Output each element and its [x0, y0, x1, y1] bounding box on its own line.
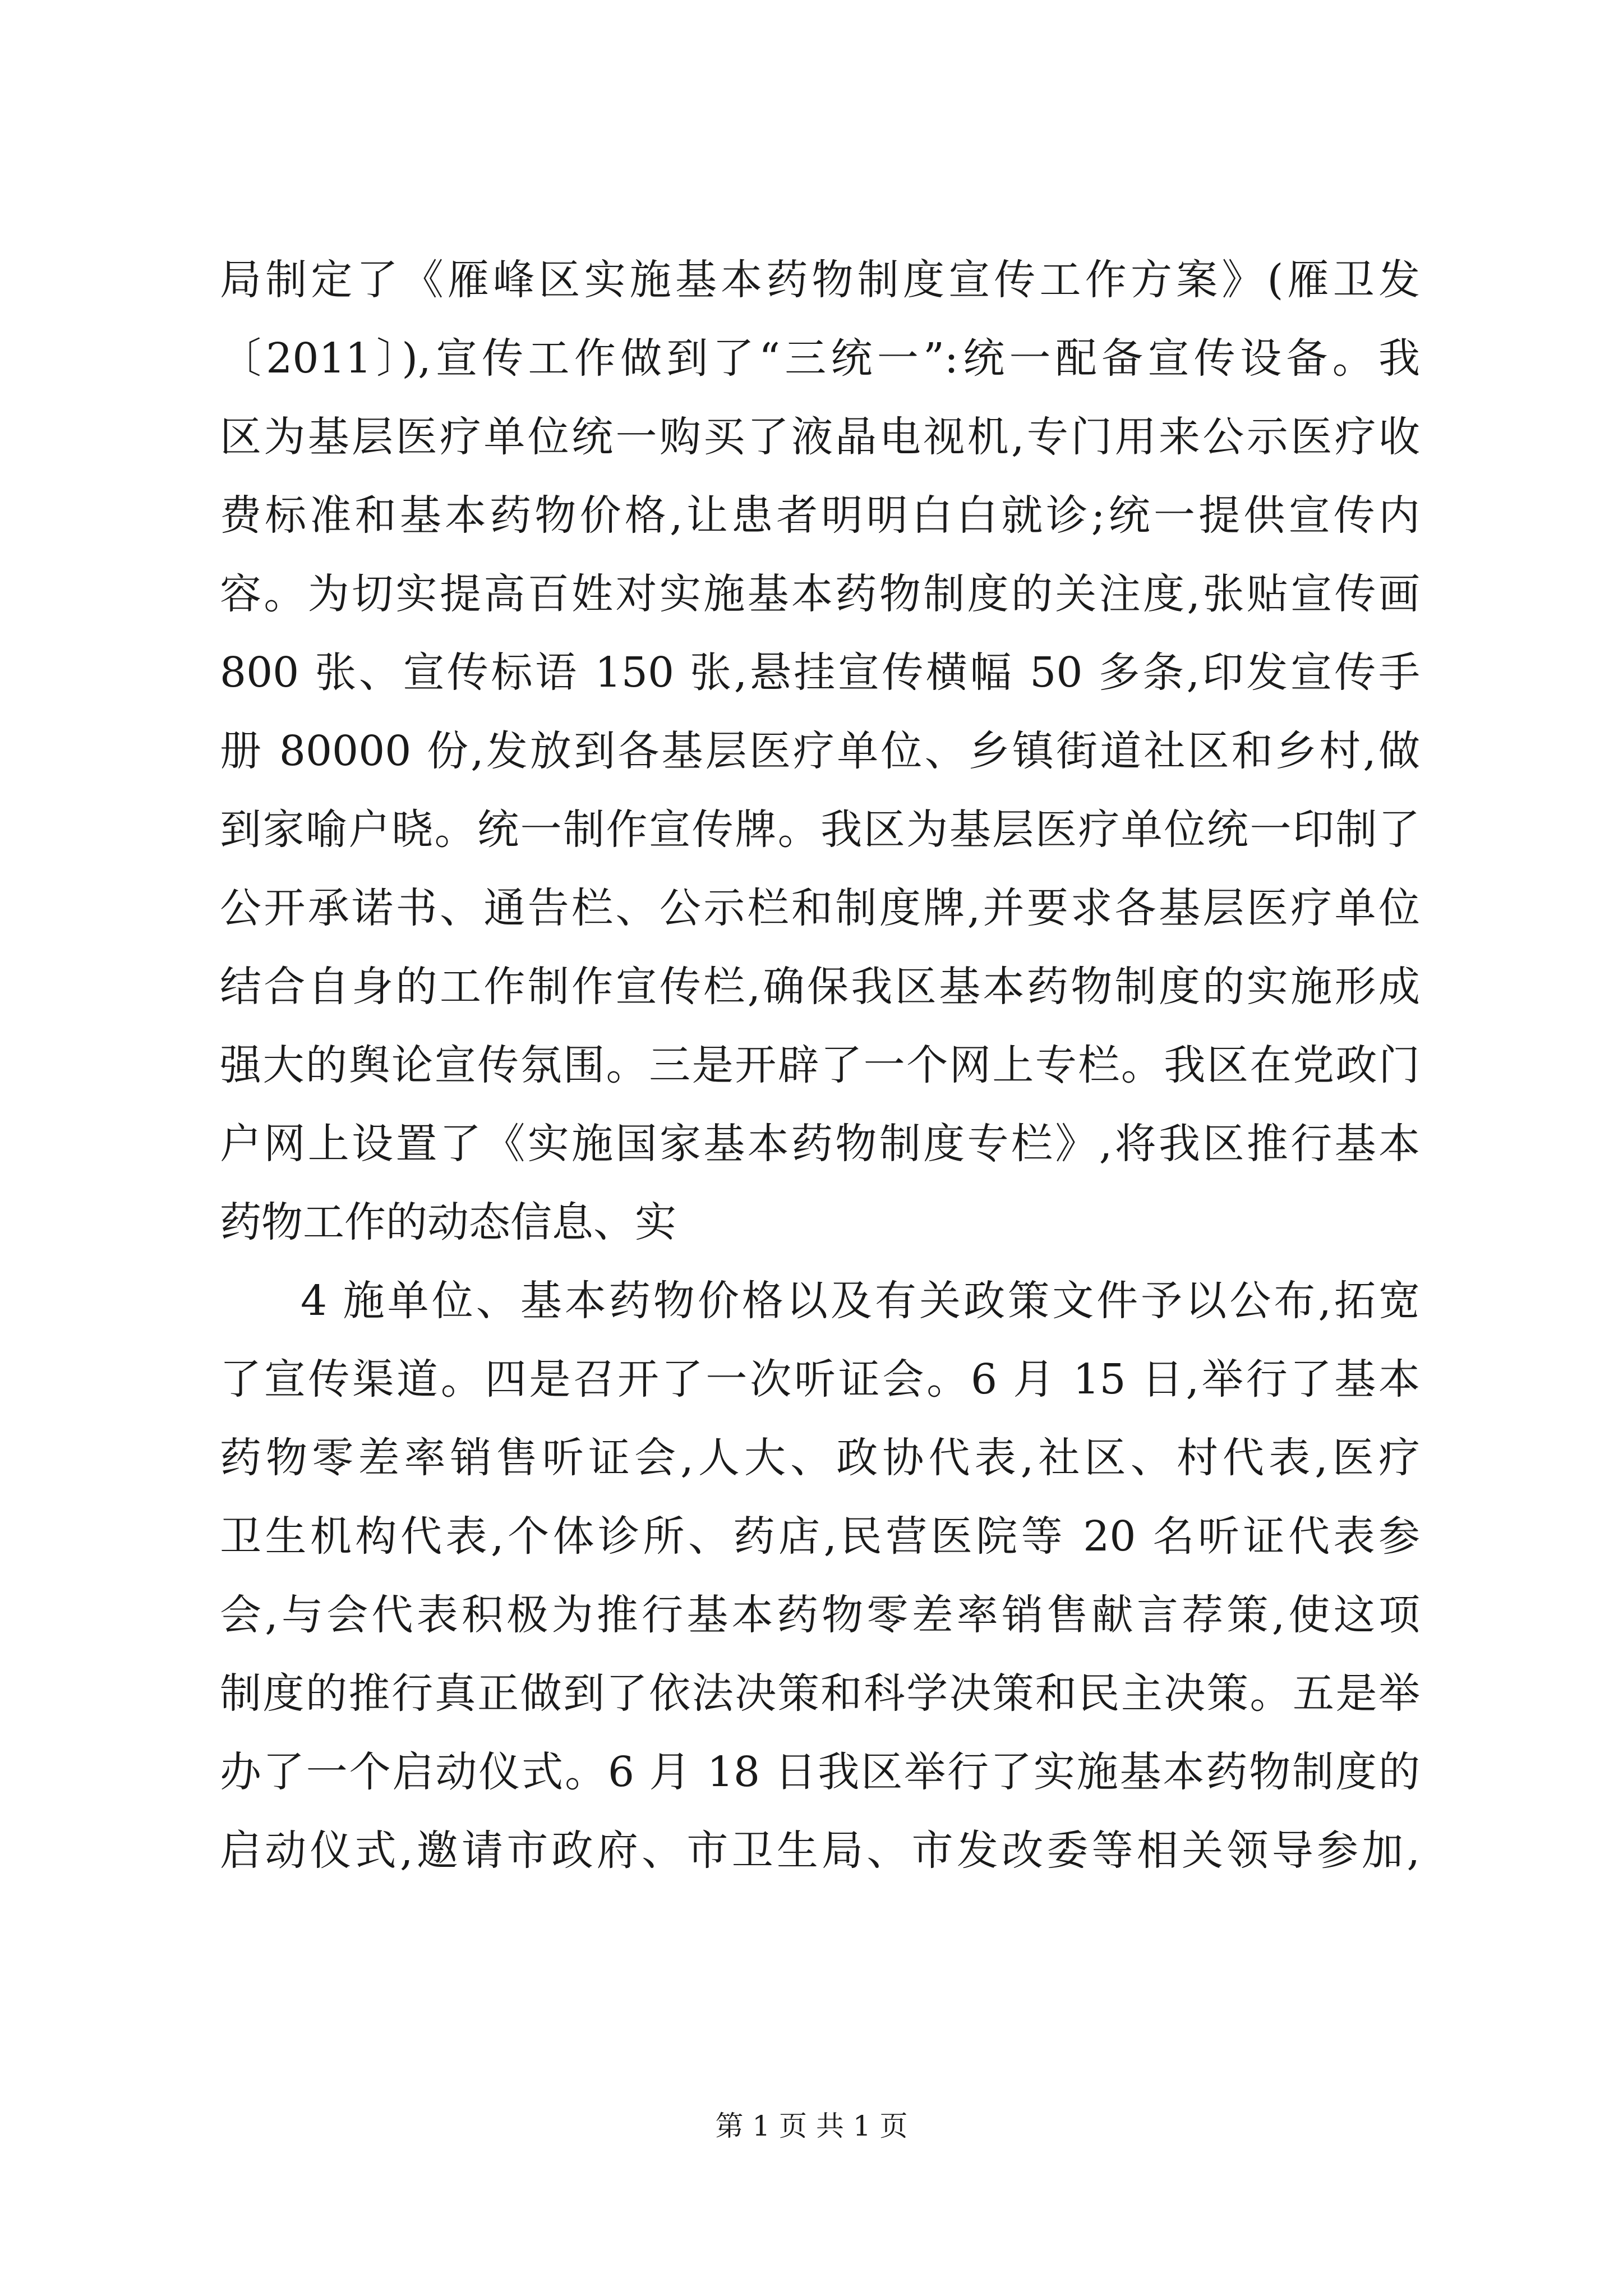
- paragraph-line: 启动仪式,邀请市政府、市卫生局、市发改委等相关领导参加,: [220, 1826, 1420, 1875]
- paragraph-line: 区为基层医疗单位统一购买了液晶电视机,专门用来公示医疗收: [220, 413, 1420, 461]
- paragraph-line: 办了一个启动仪式。6 月 18 日我区举行了实施基本药物制度的: [220, 1748, 1420, 1796]
- paragraph-line: 费标准和基本药物价格,让患者明明白白就诊;统一提供宣传内: [220, 491, 1420, 540]
- paragraph-line: 容。为切实提高百姓对实施基本药物制度的关注度,张贴宣传画: [220, 570, 1420, 618]
- paragraph-line: 会,与会代表积极为推行基本药物零差率销售献言荐策,使这项: [220, 1591, 1420, 1639]
- paragraph-line: 到家喻户晓。统一制作宣传牌。我区为基层医疗单位统一印制了: [220, 806, 1420, 854]
- paragraph-line: 卫生机构代表,个体诊所、药店,民营医院等 20 名听证代表参: [220, 1512, 1420, 1561]
- paragraph-line: 药物工作的动态信息、实: [220, 1198, 676, 1246]
- paragraph-line: 制度的推行真正做到了依法决策和科学决策和民主决策。五是举: [220, 1669, 1420, 1718]
- paragraph-line: 户网上设置了《实施国家基本药物制度专栏》,将我区推行基本: [220, 1120, 1420, 1168]
- paragraph-line: 强大的舆论宣传氛围。三是开辟了一个网上专栏。我区在党政门: [220, 1041, 1420, 1089]
- paragraph-line: 册 80000 份,发放到各基层医疗单位、乡镇街道社区和乡村,做: [220, 727, 1420, 775]
- paragraph-line: 4 施单位、基本药物价格以及有关政策文件予以公布,拓宽: [301, 1277, 1420, 1325]
- paragraph-line: 公开承诺书、通告栏、公示栏和制度牌,并要求各基层医疗单位: [220, 884, 1420, 932]
- paragraph-line: 局制定了《雁峰区实施基本药物制度宣传工作方案》(雁卫发: [220, 256, 1420, 304]
- paragraph-line: 800 张、宣传标语 150 张,悬挂宣传横幅 50 多条,印发宣传手: [220, 648, 1420, 697]
- paragraph-line: 了宣传渠道。四是召开了一次听证会。6 月 15 日,举行了基本: [220, 1355, 1420, 1404]
- paragraph-line: 结合自身的工作制作宣传栏,确保我区基本药物制度的实施形成: [220, 963, 1420, 1011]
- paragraph-line: 药物零差率销售听证会,人大、政协代表,社区、村代表,医疗: [220, 1434, 1420, 1482]
- paragraph-line: 〔2011〕),宣传工作做到了“三统一”:统一配备宣传设备。我: [220, 334, 1420, 383]
- page-footer: 第 1 页 共 1 页: [715, 2110, 908, 2142]
